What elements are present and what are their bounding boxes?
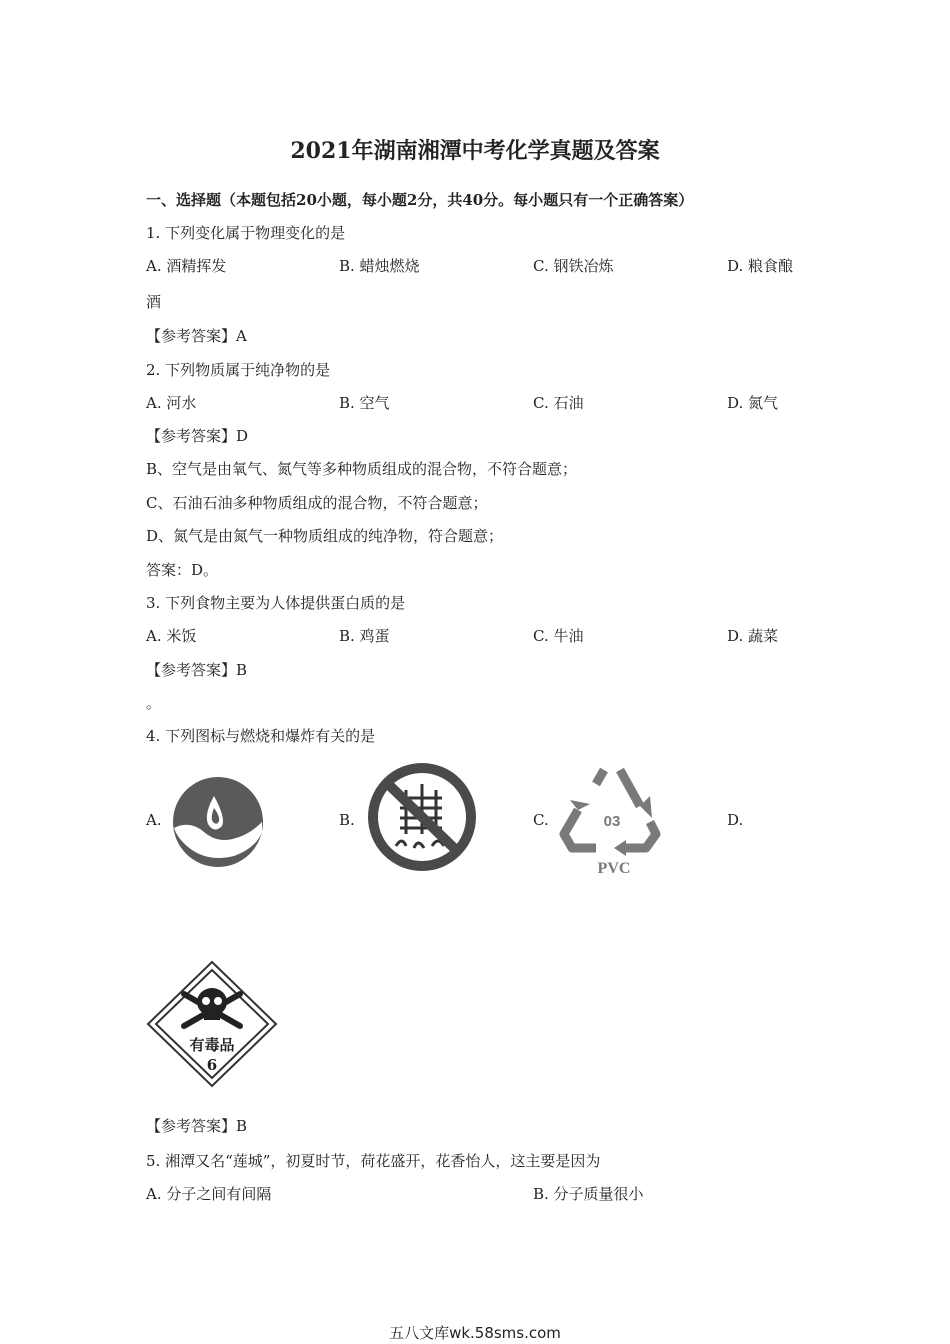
question-2-stem: 2. 下列物质属于纯净物的是 [146,361,331,379]
question-1-option-d-continued: 酒 [146,293,162,311]
toxic-label: 有毒品 [189,1036,235,1054]
question-4-option-d: D. [727,811,744,829]
question-1-option-a: A. 酒精挥发 [146,257,227,275]
question-3-note: 。 [146,694,162,712]
question-5-option-b: B. 分子质量很小 [533,1185,644,1203]
page-title: 2021年湖南湘潭中考化学真题及答案 [290,138,660,164]
question-1-option-b: B. 蜡烛燃烧 [339,257,420,275]
question-3-option-d: D. 蔬菜 [727,627,779,645]
question-4-option-c: C. [533,811,549,829]
question-1-option-c: C. 钢铁冶炼 [533,257,614,275]
question-2-option-b: B. 空气 [339,394,390,412]
footer-watermark: 五八文库wk.58sms.com [389,1324,561,1342]
question-2-explanation-d: D、氮气是由氮气一种物质组成的纯净物，符合题意； [146,527,504,545]
question-3-option-c: C. 牛油 [533,627,584,645]
question-2-option-a: A. 河水 [146,394,197,412]
question-4-stem: 4. 下列图标与燃烧和爆炸有关的是 [146,727,376,745]
question-4-answer: 【参考答案】B [146,1117,248,1135]
toxic-class-number: 6 [206,1056,218,1074]
question-2-answer: 【参考答案】D [146,427,249,445]
question-1-option-d: D. 粮食酿 [727,257,794,275]
question-4-option-a: A. [146,811,162,829]
question-2-option-c: C. 石油 [533,394,584,412]
recycling-number: 03 [603,813,621,830]
question-2-conclusion: 答案：D。 [146,561,219,579]
question-4-option-b: B. [339,811,355,829]
toxic-substance-icon [146,960,278,1088]
question-3-answer: 【参考答案】B [146,661,248,679]
question-1-stem: 1. 下列变化属于物理变化的是 [146,224,346,242]
question-2-explanation-b: B、空气是由氧气、氮气等多种物质组成的混合物，不符合题意； [146,460,578,478]
section-heading: 一、选择题（本题包括20小题，每小题2分，共40分。每小题只有一个正确答案） [146,191,694,209]
recycling-pvc-icon [556,760,668,878]
question-5-stem: 5. 湘潭又名“莲城”，初夏时节，荷花盛开，花香怡人，这主要是因为 [146,1152,601,1170]
recycling-label: PVC [597,860,631,877]
question-3-option-b: B. 鸡蛋 [339,627,390,645]
question-2-option-d: D. 氮气 [727,394,779,412]
question-3-stem: 3. 下列食物主要为人体提供蛋白质的是 [146,594,406,612]
question-2-explanation-c: C、石油石油多种物质组成的混合物，不符合题意； [146,494,488,512]
no-fireworks-icon [366,762,478,872]
water-saving-icon [170,776,266,868]
question-1-answer: 【参考答案】A [146,327,247,345]
question-5-option-a: A. 分子之间有间隔 [146,1185,272,1203]
question-3-option-a: A. 米饭 [146,627,197,645]
